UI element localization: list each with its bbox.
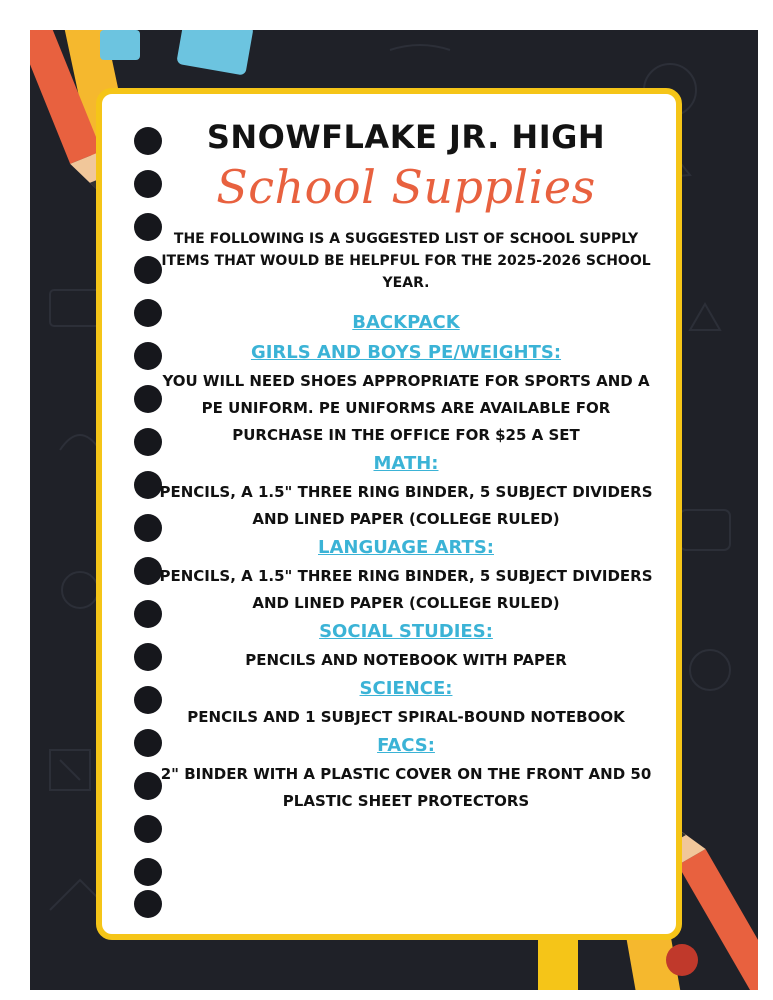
binder-hole — [134, 890, 162, 918]
section-text-science: PENCILS AND 1 SUBJECT SPIRAL-BOUND NOTEBOOK — [187, 708, 625, 726]
school-name: SNOWFLAKE JR. HIGH — [206, 118, 606, 156]
binder-hole — [134, 858, 162, 886]
flyer-subtitle: School Supplies — [216, 160, 596, 214]
binder-hole — [134, 815, 162, 843]
section-text-facs: 2" BINDER WITH A PLASTIC COVER ON THE FRONT AND 50 PLASTIC SHEET PROTECTORS — [160, 765, 652, 810]
section-heading-pe: GIRLS AND BOYS PE/WEIGHTS: — [250, 342, 562, 363]
intro-text: THE FOLLOWING IS A SUGGESTED LIST OF SCHOOL SUPPLY ITEMS THAT WOULD BE HELPFUL FOR THE 2025-2026 SCHOOL YEAR. — [161, 231, 651, 291]
section-heading-math: MATH: — [373, 453, 439, 474]
section-text-language-arts: PENCILS, A 1.5" THREE RING BINDER, 5 SUBJECT DIVIDERS AND LINED PAPER (COLLEGE RULED) — [159, 567, 653, 612]
section-text-social-studies: PENCILS AND NOTEBOOK WITH PAPER — [245, 651, 567, 669]
eraser-decoration — [170, 30, 260, 90]
flyer-content — [116, 100, 696, 815]
section-text-math: PENCILS, A 1.5" THREE RING BINDER, 5 SUBJECT DIVIDERS AND LINED PAPER (COLLEGE RULED) — [159, 483, 653, 528]
section-heading-backpack: BACKPACK — [352, 312, 460, 333]
section-heading-social-studies: SOCIAL STUDIES: — [319, 621, 493, 642]
section-heading-language-arts: LANGUAGE ARTS: — [318, 537, 494, 558]
section-heading-science: SCIENCE: — [359, 678, 453, 699]
section-text-pe: YOU WILL NEED SHOES APPROPRIATE FOR SPORTS AND A PE UNIFORM. PE UNIFORMS ARE AVAILABLE FOR PURCHASE IN THE OFFICE FOR $25 A SET — [162, 372, 650, 444]
section-heading-facs: FACS: — [377, 735, 435, 756]
